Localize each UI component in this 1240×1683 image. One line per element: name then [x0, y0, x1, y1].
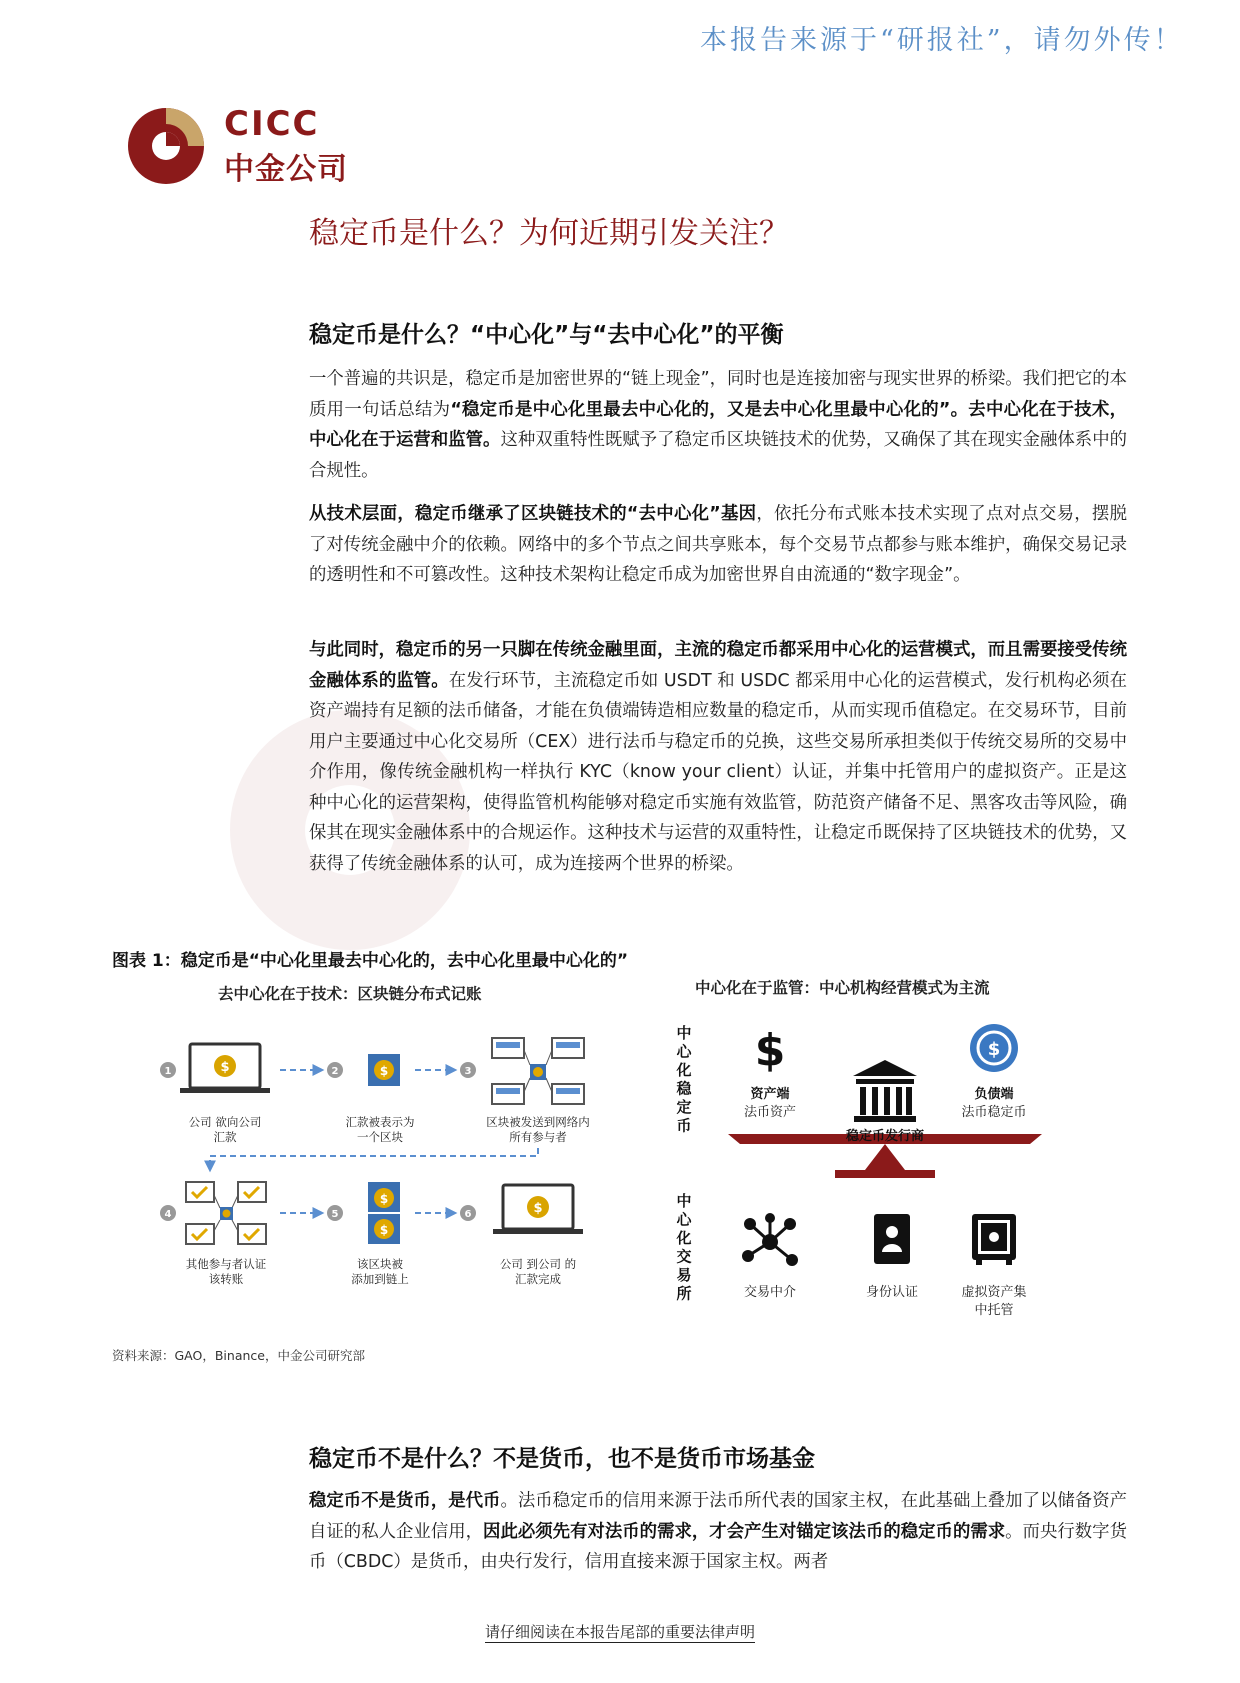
step-1-label-line2: 汇款 [213, 1130, 237, 1144]
network-hub-icon [742, 1213, 798, 1266]
blockchain-flow-diagram [140, 1010, 620, 1300]
issuer-label: 稳定币发行商 [845, 1129, 925, 1144]
cicc-logo-mark-icon [128, 104, 218, 188]
safe-vault-icon [972, 1214, 1016, 1265]
step-3-label-line2: 所有参与者 [509, 1130, 567, 1144]
text-run: 。而央行数字货币（CBDC）是货币，由央行发行，信用直接来源于国家主权。两者 [309, 1521, 1127, 1572]
exchange-item-custody-line2: 中托管 [974, 1303, 1014, 1318]
id-badge-icon [874, 1214, 910, 1264]
text-run: 稳定币不是货币，是代币 [309, 1491, 501, 1511]
section2-heading: 稳定币不是什么？不是货币，也不是货币市场基金 [309, 1446, 815, 1472]
figure-right-subtitle: 中心化在于监管：中心机构经营模式为主流 [695, 979, 990, 997]
step-2-label-line2: 一个区块 [357, 1130, 403, 1144]
row-label-stablecoin-text: 中心化稳定币 [676, 1024, 692, 1135]
svg-text:$: $ [987, 1039, 1001, 1060]
step-number-4: 4 [164, 1209, 172, 1220]
asset-side-subtitle: 法币资产 [743, 1105, 797, 1120]
step-4-label-line1: 其他参与者认证 [185, 1257, 267, 1271]
usdc-coin-icon [970, 1024, 1018, 1072]
logo-text-cn: 中金公司 [224, 152, 348, 187]
section1-heading: 稳定币是什么？“中心化”与“去中心化”的平衡 [309, 322, 784, 348]
section1-paragraph-1 [309, 364, 1127, 486]
text-run: ，依托分布式账本技术实现了点对点交易，摆脱了对传统金融中介的依赖。网络中的多个节点之间共享账本，每个交易节点都参与账本维护，确保交易记录的透明性和不可篡改性。这种技术架构让稳定币成为加密世界自由流通的“数字现金”。 [309, 504, 1127, 585]
section1-paragraph-2 [309, 499, 1127, 591]
svg-text:$: $ [379, 1223, 389, 1237]
svg-text:$: $ [220, 1060, 230, 1075]
legal-footer [0, 1621, 1240, 1642]
centralization-diagram [670, 1010, 1090, 1330]
text-run: 从技术层面，稳定币继承了区块链技术的“去中心化”基因 [309, 504, 757, 524]
dollar-icon: $ [754, 1025, 786, 1076]
row-label-exchange-text: 中心化交易所 [676, 1192, 692, 1303]
step-3-label-line1: 区块被发送到网络内 [486, 1115, 590, 1129]
step-6-laptop-icon [493, 1185, 583, 1234]
step-number-1: 1 [164, 1066, 172, 1077]
step-5-label-line1: 该区块被 [357, 1257, 403, 1271]
step-1-laptop-icon [180, 1044, 270, 1093]
row-label-centralized-stablecoin [675, 1024, 692, 1135]
bank-icon [853, 1060, 917, 1122]
svg-text:$: $ [379, 1192, 389, 1206]
asset-side-title: 资产端 [750, 1087, 790, 1102]
page-title: 稳定币是什么？为何近期引发关注？ [309, 216, 789, 251]
text-run: 一个普遍的共识是，稳定币是加密世界的“链上现金”，同时也是连接加密与现实世界的桥梁。我们把它的本质用一句话总结为 [309, 369, 1127, 420]
text-run: “稳定币是中心化里最去中心化的，又是去中心化里最中心化的”。去中心化在于技术，中心化在于运营和监管。 [309, 399, 1127, 450]
exchange-item-intermediary: 交易中介 [743, 1285, 797, 1300]
exchange-item-kyc: 身份认证 [865, 1285, 919, 1300]
text-run: 与此同时，稳定币的另一只脚在传统金融里面，主流的稳定币都采用中心化的运营模式，而且需要接受传统金融体系的监管。 [309, 640, 1127, 691]
step-2-block-icon [368, 1054, 400, 1086]
step-4-approval-network-icon [186, 1182, 266, 1244]
step-3-network-icon [492, 1038, 584, 1104]
svg-text:$: $ [533, 1201, 543, 1216]
step-2-label-line1: 汇款被表示为 [345, 1115, 415, 1129]
text-run: 。法币稳定币的信用来源于法币所代表的国家主权，在此基础上叠加了以储备资产自证的私人企业信用， [309, 1491, 1127, 1542]
figure-source: 资料来源：GAO，Binance，中金公司研究部 [112, 1348, 365, 1363]
figure-left-subtitle: 去中心化在于技术：区块链分布式记账 [218, 985, 482, 1003]
logo-text-en: CICC [224, 104, 320, 144]
liability-side-subtitle: 法币稳定币 [961, 1105, 1027, 1120]
section2-paragraph-1 [309, 1486, 1127, 1578]
row-label-centralized-exchange [675, 1192, 692, 1303]
liability-side-title: 负债端 [974, 1087, 1014, 1102]
step-6-label-line1: 公司 到公司 的 [499, 1257, 577, 1271]
step-1-label-line1: 公司 欲向公司 [188, 1115, 262, 1129]
exchange-item-custody-line1: 虚拟资产集 [961, 1285, 1027, 1300]
figure-title: 图表 1：稳定币是“中心化里最去中心化的，去中心化里最中心化的” [112, 951, 629, 971]
legal-footer-text: 请仔细阅读在本报告尾部的重要法律声明 [484, 1623, 755, 1641]
step-6-label-line2: 汇款完成 [515, 1272, 561, 1286]
text-run: 这种双重特性既赋予了稳定币区块链技术的优势，又确保了其在现实金融体系中的合规性。 [309, 430, 1127, 481]
svg-text:$: $ [379, 1064, 389, 1078]
step-5-chain-icon [368, 1182, 400, 1244]
step-number-3: 3 [464, 1066, 472, 1077]
section1-paragraph-3 [309, 635, 1127, 879]
text-run: 因此必须先有对法币的需求，才会产生对锚定该法币的稳定币的需求 [483, 1521, 1006, 1542]
step-5-label-line2: 添加到链上 [351, 1272, 409, 1286]
step-number-2: 2 [331, 1066, 339, 1077]
step-number-5: 5 [331, 1209, 339, 1220]
source-watermark: 本报告来源于“研报社”，请勿外传！ [700, 25, 1184, 56]
cicc-logo [128, 104, 388, 188]
step-number-6: 6 [464, 1209, 472, 1220]
text-run: 在发行环节，主流稳定币如 USDT 和 USDC 都采用中心化的运营模式，发行机构必须在资产端持有足额的法币储备，才能在负债端铸造相应数量的稳定币，从而实现币值稳定。在交易环节，目前用户主要通过中心化交易所（CEX）进行法币与稳定币的兑换，这些交易所承担类似于传统交易所的交易中介作用，像传统金融机构一样执行 KYC（know your client）认证，并集中托管用户的虚拟资产。正是这种中心化的运营架构，使得监管机构能够对稳定币实施有效监管，防范资产储备不足、黑客攻击等风险，确保其在现实金融体系中的合规运作。这种技术与运营的双重特性，让稳定币既保持了区块链技术的优势，又获得了传统金融体系的认可，成为连接两个世界的桥梁。 [309, 670, 1127, 874]
step-4-label-line2: 该转账 [208, 1272, 244, 1286]
